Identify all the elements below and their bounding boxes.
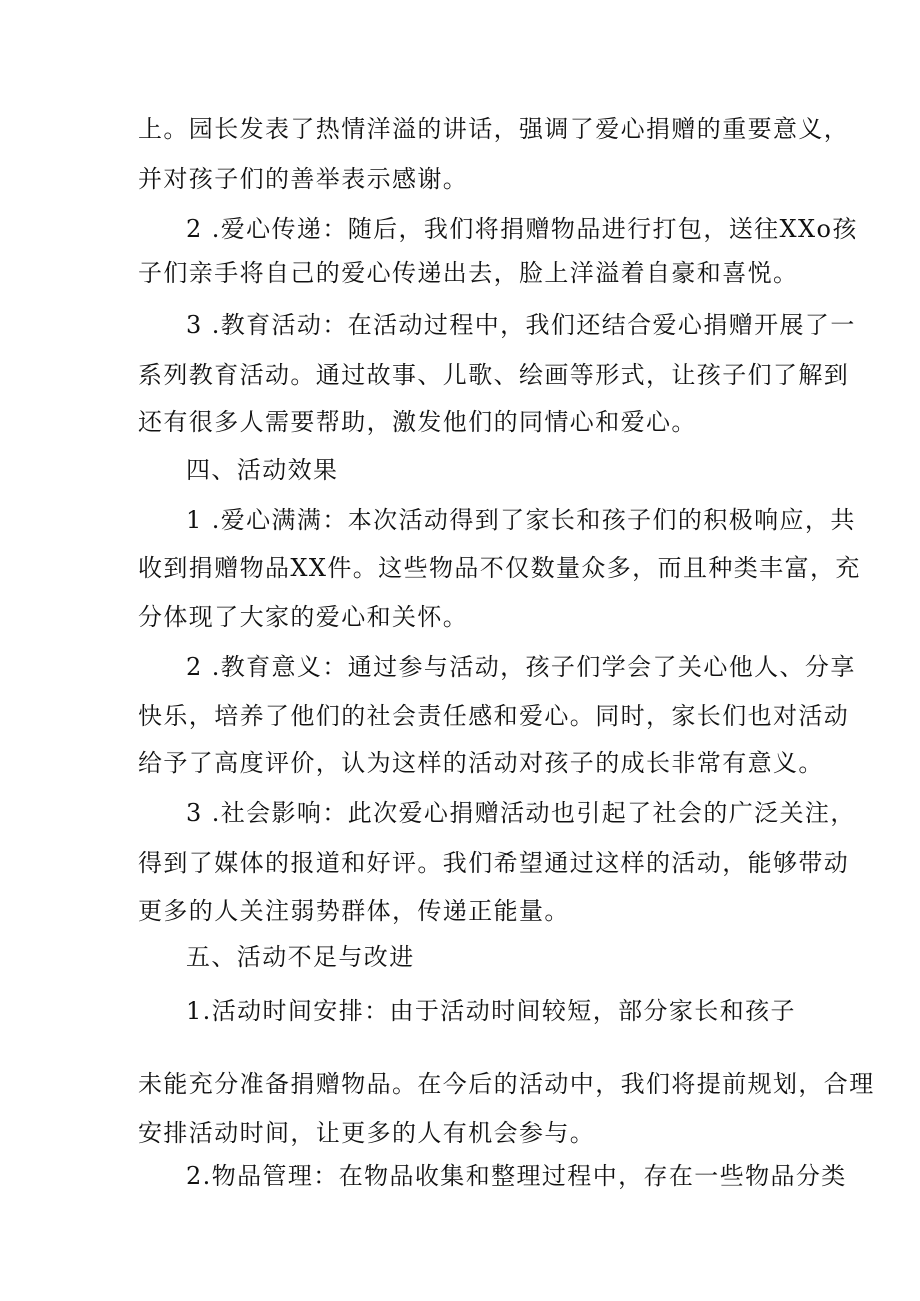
- paragraph-line: 分体现了大家的爱心和关怀。: [138, 603, 469, 631]
- list-item-line: 3 .教育活动：在活动过程中，我们还结合爱心捐赠开展了一: [186, 311, 856, 339]
- paragraph-line: 得到了媒体的报道和好评。我们希望通过这样的活动，能够带动: [138, 849, 850, 877]
- paragraph-line: 给予了高度评价，认为这样的活动对孩子的成长非常有意义。: [138, 749, 824, 777]
- list-item-line: 1.活动时间安排：由于活动时间较短，部分家长和孩子: [186, 997, 796, 1025]
- list-item-line: 1 .爱心满满：本次活动得到了家长和孩子们的积极响应，共: [186, 506, 856, 534]
- section-heading: 五、活动不足与改进: [186, 943, 415, 971]
- list-item-line: 3 .社会影响：此次爱心捐赠活动也引起了社会的广泛关注，: [186, 799, 856, 827]
- paragraph-line: 还有很多人需要帮助，激发他们的同情心和爱心。: [138, 408, 697, 436]
- paragraph-line: 上。园长发表了热情洋溢的讲话，强调了爱心捐赠的重要意义，: [138, 115, 850, 143]
- list-item-line: 2 .爱心传递：随后，我们将捐赠物品进行打包，送往XXo孩: [186, 215, 858, 243]
- paragraph-line: 更多的人关注弱势群体，传递正能量。: [138, 897, 570, 925]
- paragraph-line: 安排活动时间，让更多的人有机会参与。: [138, 1119, 596, 1147]
- list-item-line: 2.物品管理：在物品收集和整理过程中，存在一些物品分类: [186, 1162, 847, 1190]
- paragraph-line: 子们亲手将自己的爱心传递出去，脸上洋溢着自豪和喜悦。: [138, 259, 799, 287]
- paragraph-line: 快乐，培养了他们的社会责任感和爱心。同时，家长们也对活动: [138, 702, 850, 730]
- paragraph-line: 系列教育活动。通过故事、儿歌、绘画等形式，让孩子们了解到: [138, 361, 850, 389]
- section-heading: 四、活动效果: [186, 456, 339, 484]
- paragraph-line: 收到捐赠物品XX件。这些物品不仅数量众多，而且种类丰富，充: [138, 554, 861, 582]
- paragraph-line: 未能充分准备捐赠物品。在今后的活动中，我们将提前规划，合理: [138, 1070, 875, 1098]
- list-item-line: 2 .教育意义：通过参与活动，孩子们学会了关心他人、分享: [186, 653, 856, 681]
- paragraph-line: 并对孩子们的善举表示感谢。: [138, 165, 469, 193]
